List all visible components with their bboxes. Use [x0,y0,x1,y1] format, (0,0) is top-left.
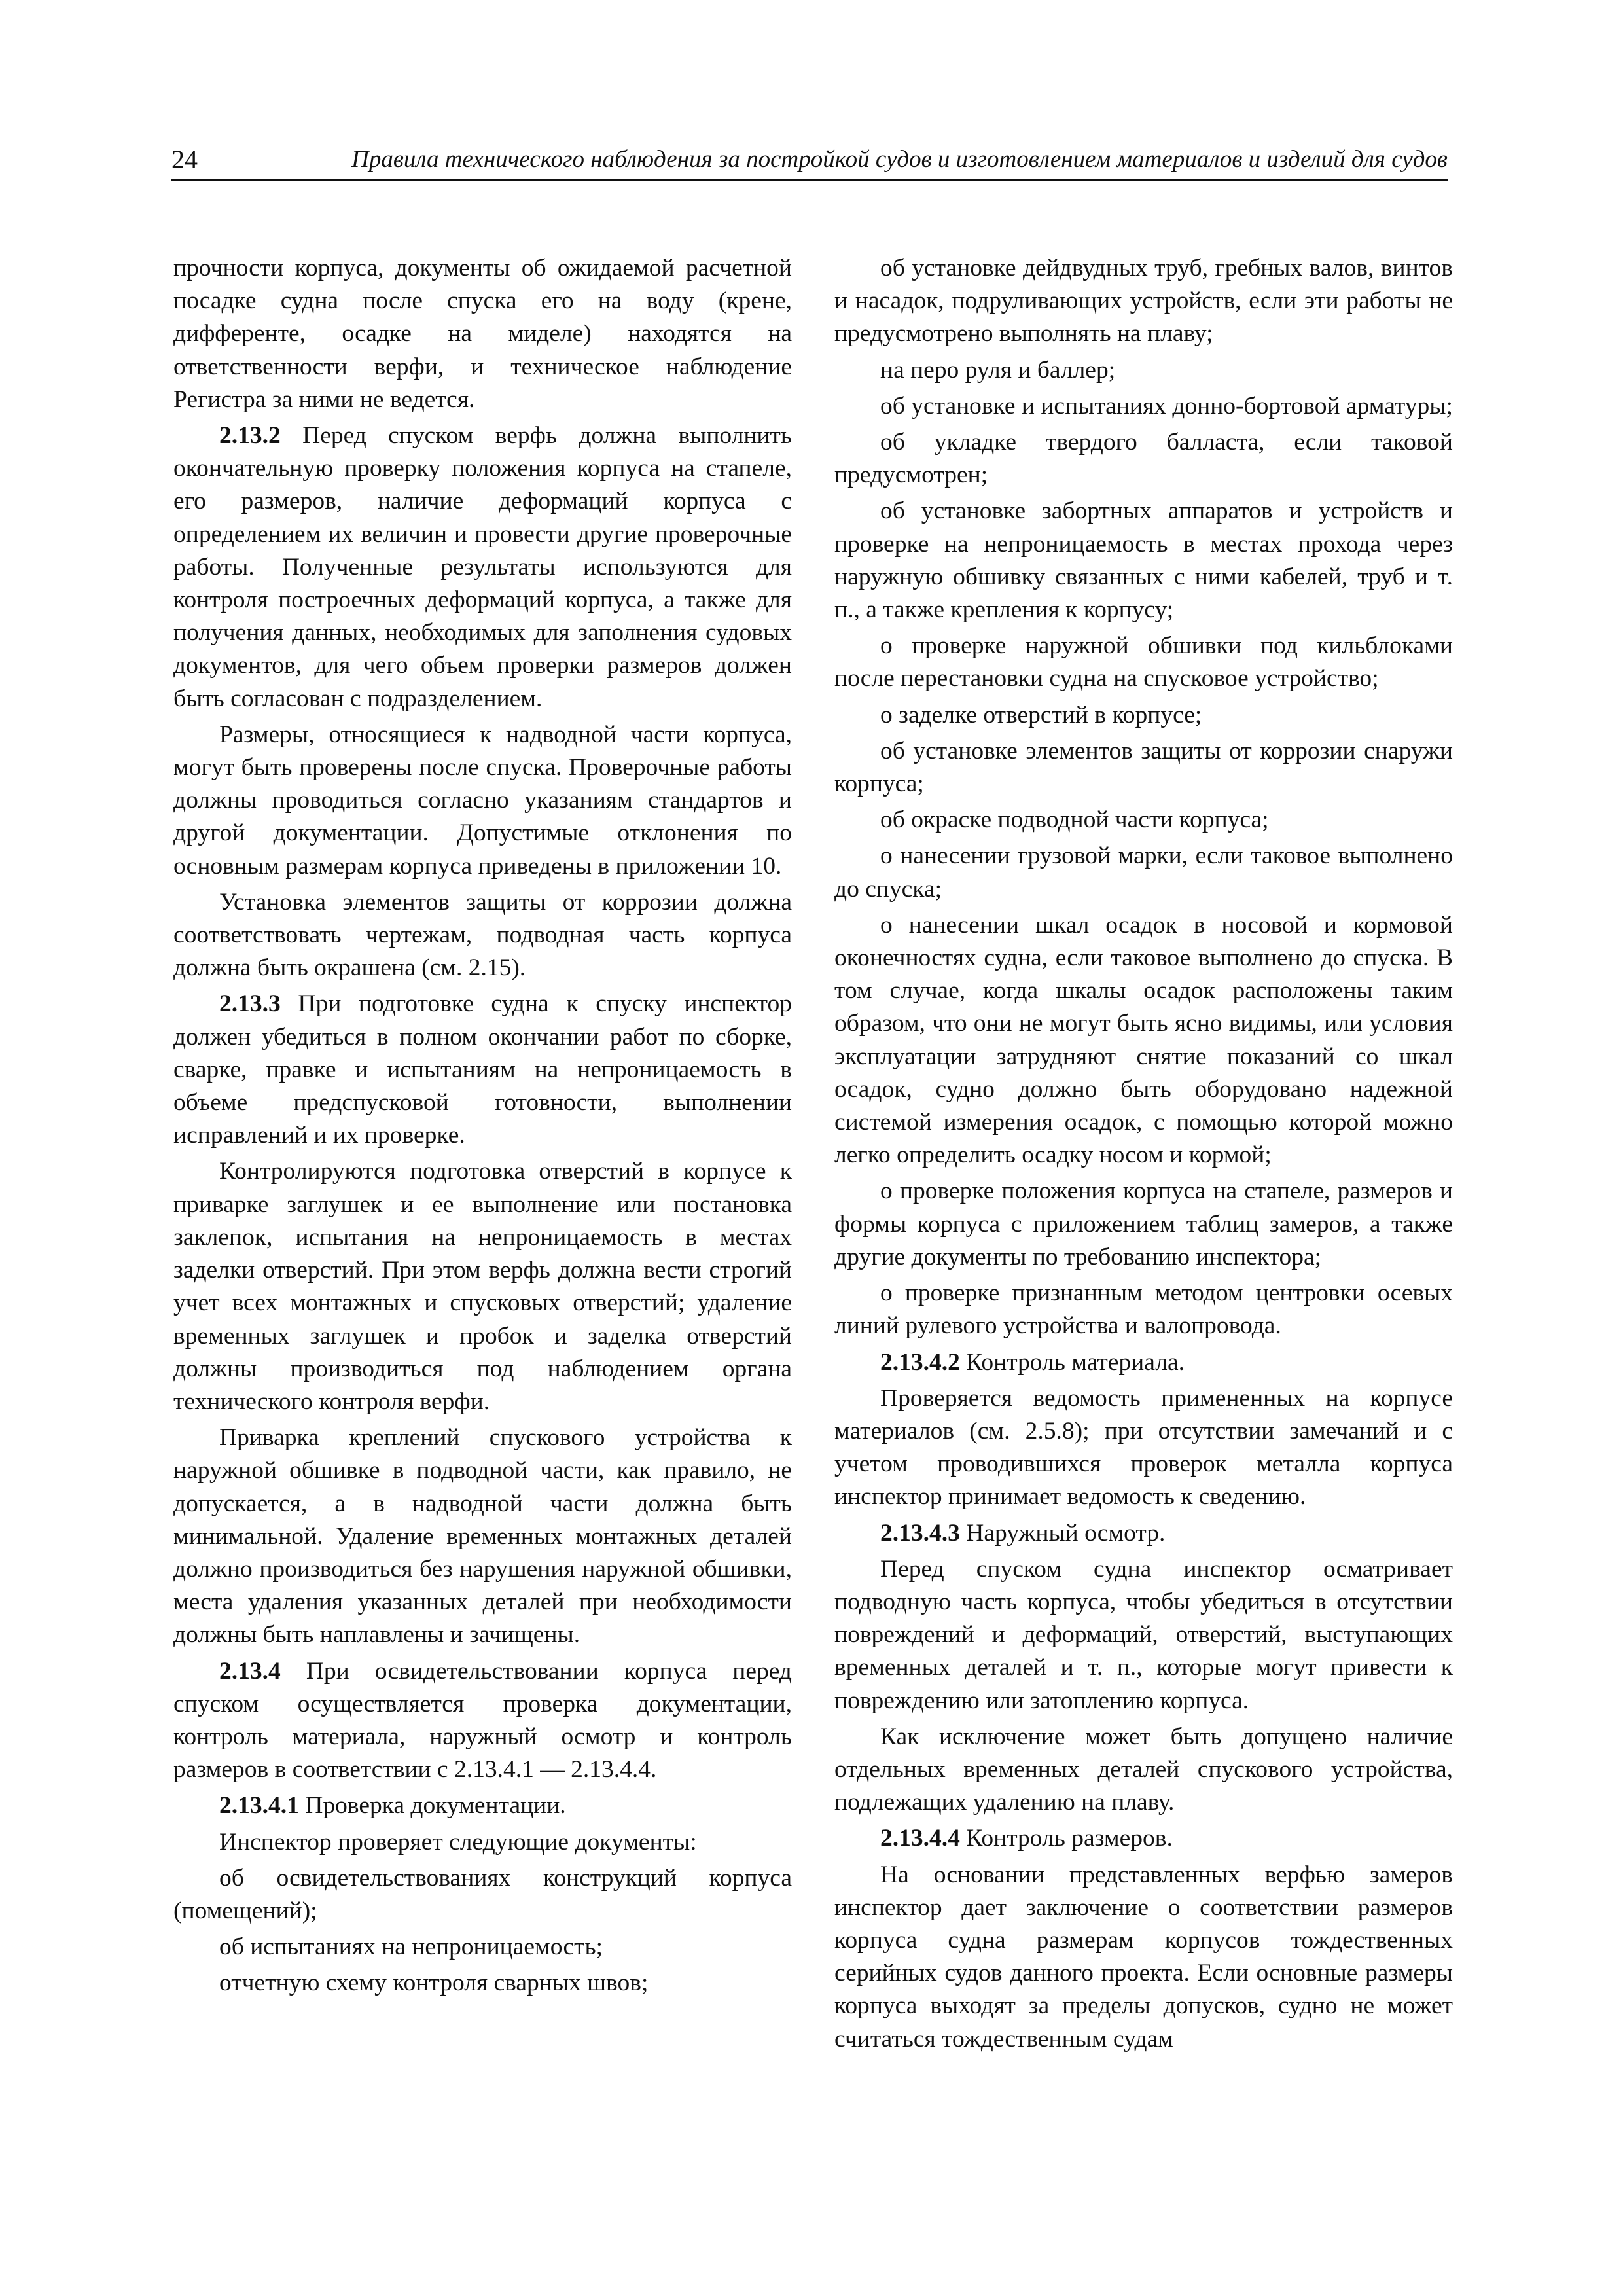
paragraph [834,1382,1453,1514]
paragraph [173,988,792,1152]
paragraph [834,426,1453,492]
paragraph-text: об укладке твердого балласта, если таковой предусмотрен; [834,429,1453,489]
paragraph [173,420,792,715]
paragraph-text: Перед спуском судна инспектор осматривает подводную часть корпуса, чтобы убедиться в отсутствии повреждений и деформаций, отверстий, выступающих временных деталей и т. п., которые могут привести к повреждению или затоплению корпуса. [834,1555,1453,1714]
paragraph [834,1517,1453,1550]
paragraph-text: об окраске подводной части корпуса; [880,806,1269,834]
paragraph [173,1931,792,1964]
paragraph [834,1346,1453,1379]
paragraph-text: Как исключение может быть допущено наличие отдельных временных деталей спускового устройства, подлежащих удалению на плаву. [834,1723,1453,1816]
paragraph-text: При освидетельствовании корпуса перед спуском осуществляется проверка документации, контроль материала, наружный осмотр и контроль размеров в соответствии с 2.13.4.1 — 2.13.4.4. [173,1657,792,1784]
paragraph [834,909,1453,1172]
section-number: 2.13.2 [219,422,281,450]
section-number: 2.13.3 [219,990,281,1018]
running-title: Правила технического наблюдения за постройкой судов и изготовлением материалов и изделий для судов [351,146,1448,173]
paragraph-text: Контролируются подготовка отверстий в корпусе к приварке заглушек и ее выполнение или постановка заклепок, испытания на непроницаемость в местах заделки отверстий. При этом верфь должна вести строгий учет всех монтажных и спусковых отверстий; удаление временных заглушек и пробок и заделка отверстий должны производиться под наблюдением органа технического контроля верфи. [173,1158,792,1415]
paragraph [173,1826,792,1859]
paragraph [834,1175,1453,1274]
paragraph [834,840,1453,905]
paragraph [834,1553,1453,1717]
paragraph-text: Контроль материала. [959,1348,1185,1376]
paragraph-text: на перо руля и баллер; [880,356,1116,384]
paragraph [834,630,1453,695]
page-number: 24 [171,145,198,174]
paragraph-text: Инспектор проверяет следующие документы: [219,1828,697,1856]
paragraph-text: об установке и испытаниях донно-бортовой арматуры; [880,392,1453,420]
paragraph-text: об освидетельствованиях конструкций корпуса (помещений); [173,1864,792,1924]
paragraph-text: Контроль размеров. [959,1825,1173,1852]
right-text-column [834,252,1453,2056]
paragraph-text: На основании представленных верфью замеров инспектор дает заключение о соответствии размеров корпуса судна размерам корпусов тождественных серийных судов данного проекта. Если основные размеры корпуса выходят за пределы допусков, судно не может считаться тождественным судам [834,1861,1453,2053]
paragraph-text: Перед спуском верфь должна выполнить окончательную проверку положения корпуса на стапеле, его размеров, наличие деформаций корпуса с определением их величин и провести другие проверочные работы. Полученные результаты используются для контроля построечных деформаций корпуса, а также для получения данных, необходимых для заполнения судовых документов, для чего объем проверки размеров должен быть согласован с подразделением. [173,422,792,712]
paragraph [173,252,792,416]
paragraph [834,1859,1453,2056]
paragraph [834,699,1453,732]
page-header [171,145,1448,181]
paragraph-text: Приварка креплений спускового устройства к наружной обшивке в подводной части, как правило, не допускается, а в надводной части должна быть минимальной. Удаление временных монтажных деталей должно производиться без нарушения наружной обшивки, места удаления указанных деталей при необходимости должны быть наплавлены и зачищены. [173,1424,792,1649]
section-number: 2.13.4.1 [219,1792,299,1820]
paragraph-text: о нанесении грузовой марки, если таковое выполнено до спуска; [834,842,1453,903]
paragraph-text: Проверка документации. [298,1792,566,1820]
paragraph-text: Размеры, относящиеся к надводной части корпуса, могут быть проверены после спуска. Проверочные работы должны проводиться согласно указаниям стандартов и другой документации. Допустимые отклонения по основным размерам корпуса приведены в приложении 10. [173,721,792,880]
section-number: 2.13.4.3 [880,1519,960,1547]
paragraph [834,1822,1453,1855]
paragraph-text: об установке забортных аппаратов и устройств и проверке на непроницаемость в местах прохода через наружную обшивку связанных с ними кабелей, труб и т. п., а также крепления к корпусу; [834,497,1453,624]
paragraph-text: о проверке наружной обшивки под кильблоками после перестановки судна на спусковое устройство; [834,632,1453,692]
paragraph [834,252,1453,351]
paragraph [173,1967,792,2000]
paragraph-text: о проверке признанным методом центровки осевых линий рулевого устройства и валопровода. [834,1280,1453,1340]
paragraph-text: о проверке положения корпуса на стапеле, размеров и формы корпуса с приложением таблиц замеров, а также другие документы по требованию инспектора; [834,1177,1453,1270]
paragraph [834,390,1453,423]
paragraph [834,1721,1453,1820]
section-number: 2.13.4.4 [880,1825,960,1852]
paragraph-text: При подготовке судна к спуску инспектор должен убедиться в полном окончании работ по сборке, сварке, правке и испытаниям на непроницаемость в объеме предспусковой готовности, выполнении исправлений и их проверке. [173,990,792,1149]
paragraph-text: об установке дейдвудных труб, гребных валов, винтов и насадок, подруливающих устройств, если эти работы не предусмотрено выполнять на плаву; [834,255,1453,348]
paragraph [834,354,1453,387]
paragraph-text: о заделке отверстий в корпусе; [880,701,1202,728]
section-number: 2.13.4.2 [880,1348,960,1376]
paragraph [834,1277,1453,1342]
paragraph-text: об установке элементов защиты от коррозии снаружи корпуса; [834,737,1453,798]
paragraph [173,1655,792,1787]
paragraph [173,719,792,883]
paragraph-text: Наружный осмотр. [959,1519,1166,1547]
paragraph [834,804,1453,836]
paragraph-text: Установка элементов защиты от коррозии должна соответствовать чертежам, подводная часть корпуса должна быть окрашена (см. 2.15). [173,888,792,982]
left-text-column [173,252,792,2000]
paragraph [173,1862,792,1928]
paragraph-text: о нанесении шкал осадок в носовой и кормовой оконечностях судна, если таковое выполнено до спуска. В том случае, когда шкалы осадок расположены таким образом, что они не могут быть ясно видимы, или условия эксплуатации затрудняют снятие показаний со шкал осадок, судно должно быть оборудовано надежной системой измерения осадок, с помощью которой можно легко определить осадку носом и кормой; [834,911,1453,1169]
paragraph [173,1789,792,1822]
paragraph-text: прочности корпуса, документы об ожидаемой расчетной посадке судна после спуска его на воду (крене, дифференте, осадке на миделе) находятся на ответственности верфи, и техническое наблюдение Регистра за ними не ведется. [173,255,792,413]
paragraph [173,886,792,985]
paragraph-text: отчетную схему контроля сварных швов; [219,1969,649,1997]
paragraph [173,1155,792,1418]
section-number: 2.13.4 [219,1657,281,1685]
paragraph [173,1422,792,1651]
paragraph [834,735,1453,800]
paragraph-text: об испытаниях на непроницаемость; [219,1933,603,1961]
paragraph [834,495,1453,626]
paragraph-text: Проверяется ведомость примененных на корпусе материалов (см. 2.5.8); при отсутствии замечаний и с учетом проводившихся проверок металла корпуса инспектор принимает ведомость к сведению. [834,1384,1453,1511]
